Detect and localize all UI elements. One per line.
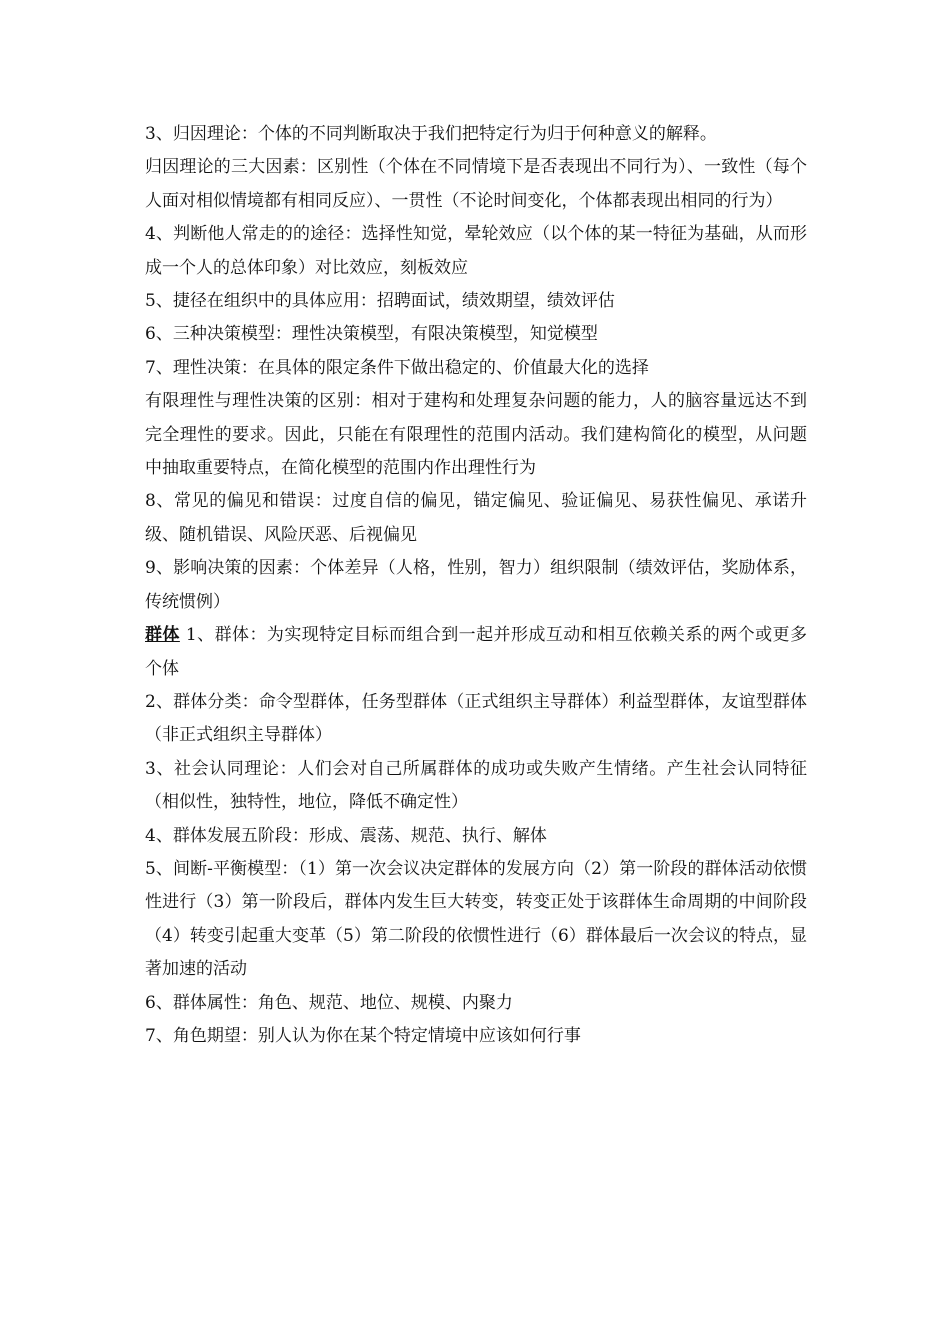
paragraph-bounded-rationality: 有限理性与理性决策的区别：相对于建构和处理复杂问题的能力，人的脑容量远达不到完全理性的要求。因此，只能在有限理性的范围内活动。我们建构简化的模型，从问题中抽取重要特点，在简化模型的范围内作出理性行为 (145, 391, 807, 479)
paragraph-rational-decision: 7、理性决策：在具体的限定条件下做出稳定的、价值最大化的选择 (145, 357, 649, 378)
paragraph-decision-factors: 9、影响决策的因素：个体差异（人格，性别，智力）组织限制（绩效评估，奖励体系，传统惯例） (145, 558, 807, 612)
paragraph-shortcut-application: 5、捷径在组织中的具体应用：招聘面试，绩效期望，绩效评估 (145, 291, 615, 312)
paragraph-social-identity: 3、社会认同理论：人们会对自己所属群体的成功或失败产生情绪。产生社会认同特征（相似性，独特性，地位，降低不确定性） (145, 758, 807, 813)
paragraph-role-expectations: 7、角色期望：别人认为你在某个特定情境中应该如何行事 (145, 1025, 581, 1046)
paragraph-group-definition: 群体 1、群体：为实现特定目标而组合到一起并形成互动和相互依赖关系的两个或更多个体 (145, 625, 807, 679)
document-body (145, 118, 807, 1053)
paragraph-judging-others: 4、判断他人常走的的途径：选择性知觉，晕轮效应（以个体的某一特征为基础，从而形成一个人的总体印象）对比效应，刻板效应 (145, 224, 807, 278)
paragraph-group-types: 2、群体分类：命令型群体，任务型群体（正式组织主导群体）利益型群体，友谊型群体（非正式组织主导群体） (145, 691, 807, 746)
paragraph-attribution-factors: 归因理论的三大因素：区别性（个体在不同情境下是否表现出不同行为）、一致性（每个人面对相似情境都有相同反应）、一贯性（不论时间变化，个体都表现出相同的行为） (145, 157, 807, 211)
section-title-group: 群体 (145, 625, 180, 646)
paragraph-group-properties: 6、群体属性：角色、规范、地位、规模、内聚力 (145, 992, 513, 1013)
paragraph-decision-models: 6、三种决策模型：理性决策模型，有限决策模型，知觉模型 (145, 324, 598, 345)
paragraph-group-stages: 4、群体发展五阶段：形成、震荡、规范、执行、解体 (145, 825, 547, 846)
paragraph-attribution-theory: 3、归因理论：个体的不同判断取决于我们把特定行为归于何种意义的解释。 (145, 124, 717, 144)
paragraph-punctuated-equilibrium: 5、间断-平衡模型：（1）第一次会议决定群体的发展方向（2）第一阶段的群体活动依惯性进行（3）第一阶段后，群体内发生巨大转变，转变正处于该群体生命周期的中间阶段（4）转变引起重大变革（5）第二阶段的依惯性进行（6）群体最后一次会议的特点，显著加速的活动 (145, 858, 807, 980)
paragraph-biases-errors: 8、常见的偏见和错误：过度自信的偏见，锚定偏见、验证偏见、易获性偏见、承诺升级、随机错误、风险厌恶、后视偏见 (145, 491, 807, 545)
